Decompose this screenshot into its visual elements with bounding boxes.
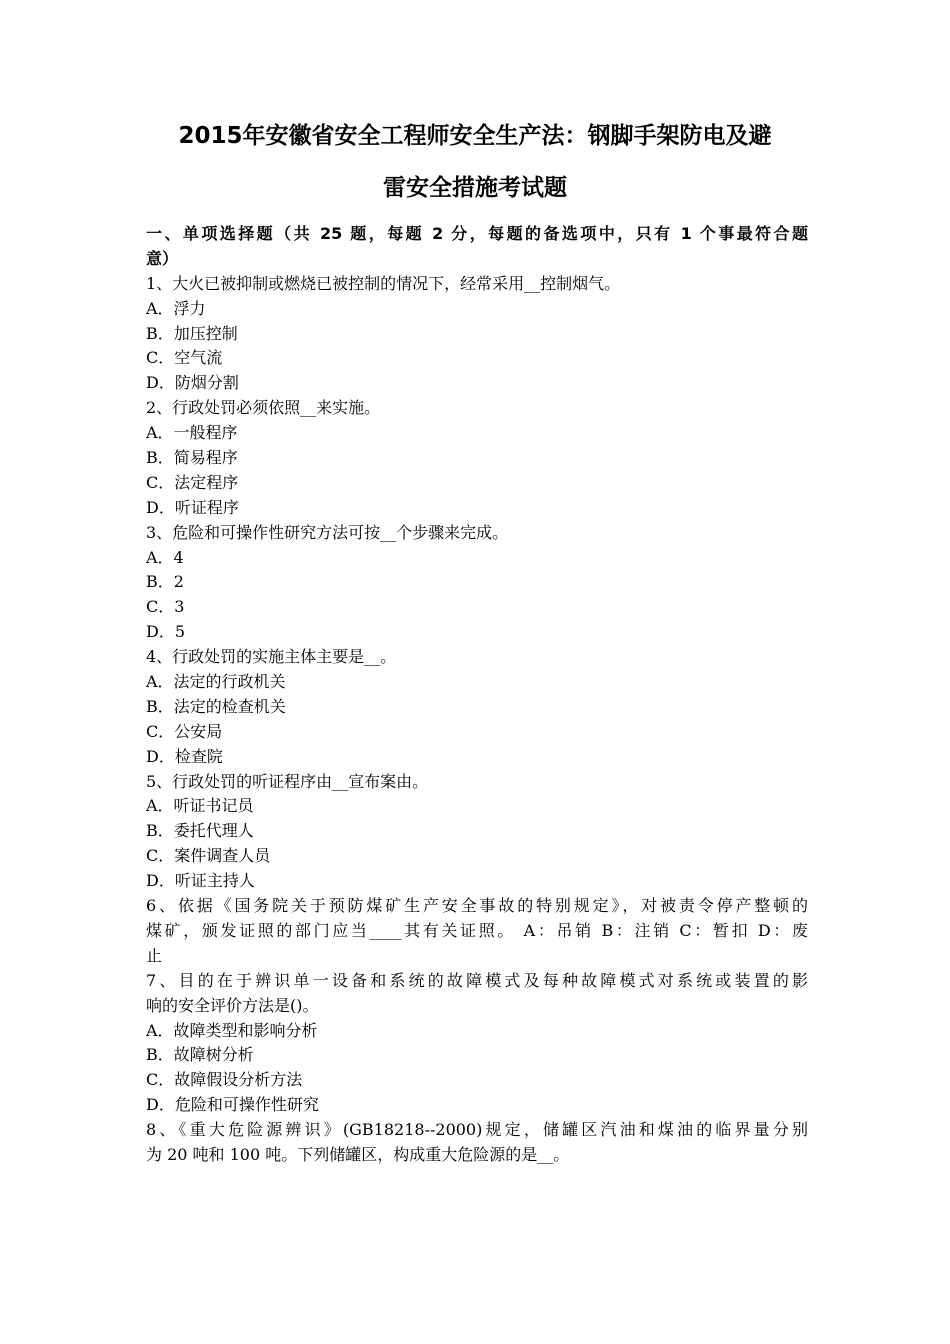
question-block (146, 272, 808, 396)
answer-option: A．听证书记员 (146, 796, 254, 816)
answer-option: A．4 (146, 547, 184, 567)
answer-option: D．防烟分割 (146, 373, 239, 393)
answer-option: D．听证主持人 (146, 871, 255, 891)
answer-option: A．法定的行政机关 (146, 672, 286, 692)
answer-option: C．空气流 (146, 348, 223, 368)
question-stem: 4、行政处罚的实施主体主要是__。 (146, 647, 397, 667)
answer-option: C．3 (146, 597, 185, 617)
question-block (146, 1118, 808, 1168)
question-block (146, 770, 808, 894)
answer-option: B．故障树分析 (146, 1045, 254, 1065)
answer-option: B．简易程序 (146, 448, 238, 468)
answer-option: B．委托代理人 (146, 821, 254, 841)
question-stem: 响的安全评价方法是()。 (146, 995, 319, 1015)
question-block (146, 521, 808, 645)
answer-option: B．法定的检查机关 (146, 696, 286, 716)
question-block (146, 645, 808, 769)
answer-option: D．5 (146, 622, 186, 642)
answer-option: A．故障类型和影响分析 (146, 1020, 318, 1040)
question-stem: 3、危险和可操作性研究方法可按__个步骤来完成。 (146, 522, 509, 542)
answer-option: C．故障假设分析方法 (146, 1070, 303, 1090)
answer-option: B．加压控制 (146, 323, 238, 343)
question-stem: 止 (146, 945, 163, 965)
answer-option: D．听证程序 (146, 497, 239, 517)
section-heading-continuation: 意） (146, 248, 179, 268)
answer-option: B．2 (146, 572, 184, 592)
question-block (146, 396, 808, 520)
question-stem: 7、目的在于辨识单一设备和系统的故障模式及每种故障模式对系统或装置的影 (146, 970, 808, 990)
question-stem: 6、依据《国务院关于预防煤矿生产安全事故的特别规定》，对被责令停产整顿的 (146, 896, 808, 916)
question-stem: 2、行政处罚必须依照__来实施。 (146, 398, 381, 418)
question-block (146, 894, 808, 969)
answer-option: D．危险和可操作性研究 (146, 1095, 319, 1115)
answer-option: A．一般程序 (146, 423, 238, 443)
question-stem: 8、《重大危险源辨识》(GB18218--2000)规定，储罐区汽油和煤油的临界量分别 (146, 1120, 808, 1140)
question-stem: 1、大火已被抑制或燃烧已被控制的情况下，经常采用__控制烟气。 (146, 273, 621, 293)
question-block (146, 969, 808, 1118)
answer-option: C．法定程序 (146, 472, 239, 492)
answer-option: A．浮力 (146, 298, 206, 318)
question-stem: 为 20 吨和 100 吨。下列储罐区，构成重大危险源的是__。 (146, 1144, 570, 1164)
document-title-line-2: 雷安全措施考试题 (383, 175, 567, 201)
answer-option: C．案件调查人员 (146, 846, 271, 866)
section-heading: 一、单项选择题（共 25 题，每题 2 分，每题的备选项中，只有 1 个事最符合题 (146, 224, 808, 243)
document-title-line-1: 2015年安徽省安全工程师安全生产法：钢脚手架防电及避 (178, 123, 772, 149)
question-stem: 5、行政处罚的听证程序由__宣布案由。 (146, 771, 429, 791)
question-stem: 煤矿，颁发证照的部门应当____其有关证照。 A：吊销 B：注销 C：暂扣 D：废 (146, 920, 808, 940)
answer-option: C．公安局 (146, 721, 223, 741)
document-body (146, 222, 808, 1168)
answer-option: D．检查院 (146, 746, 223, 766)
